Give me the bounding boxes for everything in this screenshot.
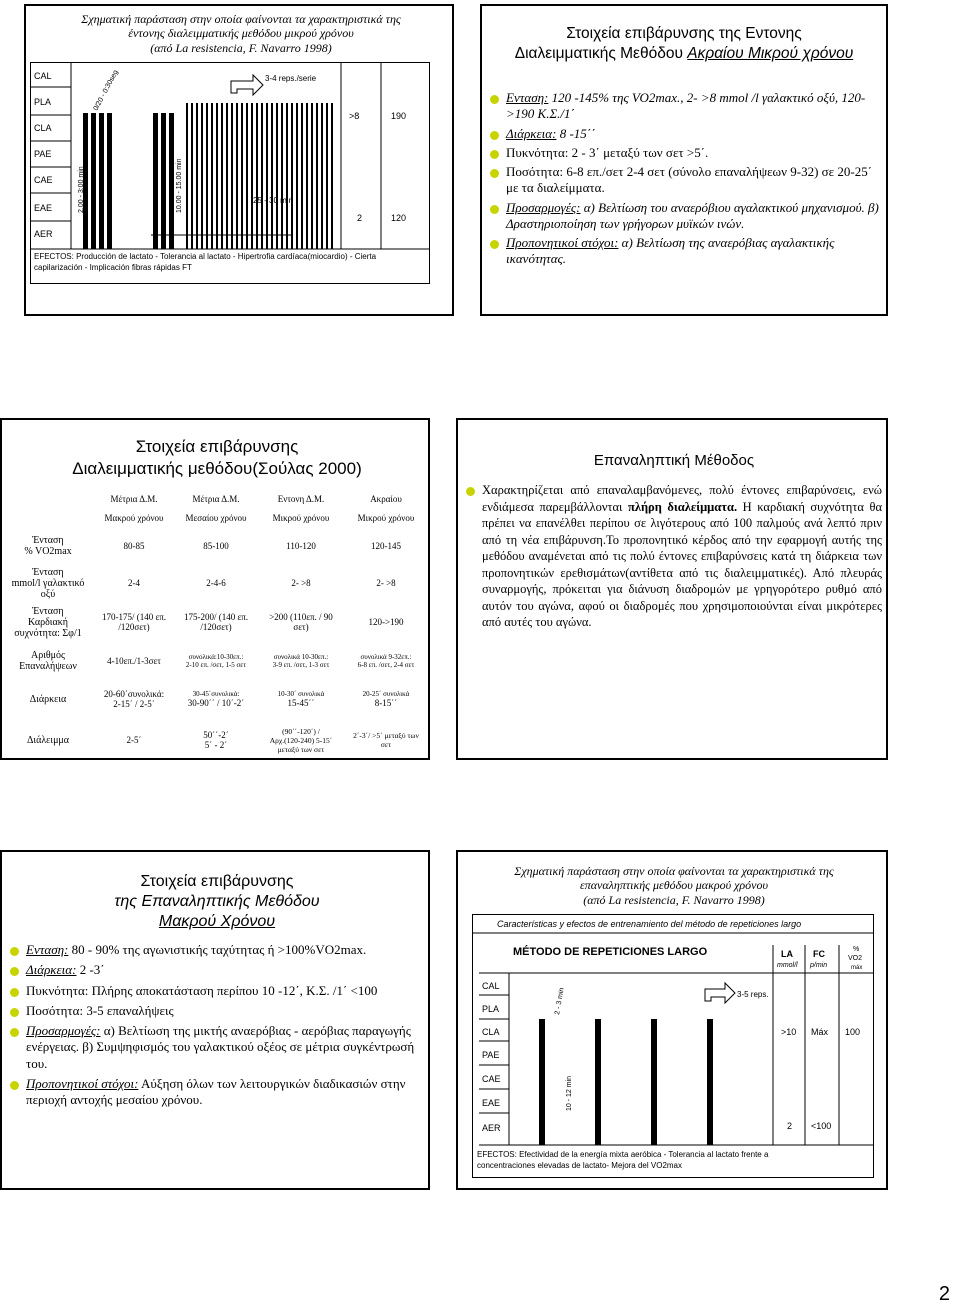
load-characteristics-list <box>10 942 424 1108</box>
slide-5 <box>0 850 430 1190</box>
page-number: 2 <box>938 1283 950 1305</box>
table-row: Ένταση Καρδιακή συχνότητα: Σφ/1 170-175/ (140 επ. /120σετ) 175-200/ (140 επ. /120σετ) >200 (110επ. / 90 σετ) 120->190 <box>14 605 404 639</box>
rest-label: 25 - 30 min <box>253 196 294 205</box>
col-b-top: 190 <box>391 111 407 121</box>
effects-line: EFECTOS: Efectividad de la energía mixta aeróbica - Tolerancia al lactato frente a <box>477 1150 769 1159</box>
row-label: PAE <box>482 1050 500 1060</box>
list-item: Προπονητικοί στόχοι: α) Βελτίωση της αναερόβιας αγαλακτικής ικανότητας. <box>490 235 882 268</box>
figure-header: Características y efectos de entrenamiento del método de repeticiones largo <box>497 919 802 929</box>
duration-label: 0/20 - 0:30seg <box>92 69 120 112</box>
vo2-top: 100 <box>845 1027 861 1037</box>
load-characteristics-list <box>490 90 882 268</box>
slide-4 <box>456 418 888 760</box>
fc-top: Máx <box>811 1027 829 1037</box>
table-row: Ένταση mmol/l γαλακτικό οξύ 2-4 2-4-6 2- >8 2- >8 <box>11 566 396 600</box>
list-item: Ενταση: 120 -145% της VO2max., 2- >8 mmol /l γαλακτικό οξύ, 120->190 Κ.Σ./1΄ <box>490 90 882 123</box>
slide-2 <box>480 4 888 316</box>
duration-label: 10 - 12 min <box>566 1075 573 1111</box>
col-label: VO2 <box>848 955 863 962</box>
col-label: FC <box>813 949 825 959</box>
slide-1 <box>24 4 454 316</box>
row-label: EAE <box>34 203 53 213</box>
list-item: Διάρκεια: 2 -3΄ <box>10 962 424 978</box>
list-item: Ποσότητα: 6-8 επ./σετ 2-4 σετ (σύνολο επαναλήψεων 9-32) σε 20-25΄ με τα διαλείμματα. <box>490 164 882 197</box>
row-label: CAL <box>482 981 500 991</box>
row-label: PLA <box>482 1004 500 1014</box>
table-row: Διάρκεια 20-60΄συνολικά: 2-15΄ / 2-5΄ 30-45΄συνολικά: 30-90΄΄ / 10΄-2΄ 10-30΄ συνολικά 15-45΄΄ 20-25΄ συνολικά 8-15΄΄ <box>29 689 410 709</box>
list-item: Χαρακτηρίζεται από επαναλαμβανόμενες, πολύ έντονες επιβαρύνσεις, ενώ ενδιάμεσα παρεμβάλλονται πλήρη διαλείμματα. Η καρδιακή συχνότητα θα πρέπει να επανέλθει περίπου σε λιγότερους από 100 παλμούς ανά λεπτό πριν από τη νέα επιβάρυνση.Το προπονητικό κέρδος από την εφαρμογή αυτής της μεθόδου αναμένεται από τις πολύ έντονες επιβαρύνσεις κατά τη διάρκεια των προπονητικών ερεθισμάτων(αντίθετα από τις διαλειμματικές). Από πλευράς συναρμογής, πρόκειται για διάνυση διαδρομών με γρηγορότερο ρυθμό από αυτόν του αγώνα, αφού οι διαδρομές που χρησιμοποιούνται είναι μικρότερες από αυτές του αγώνα. <box>466 482 882 631</box>
row-label: PLA <box>34 97 52 107</box>
row-label: CLA <box>482 1027 500 1037</box>
slide-title: Στοιχεία επιβάρυνσης της Επαναληπτικής Μεθόδου Μακρού Χρόνου <box>114 873 320 930</box>
figure-caption: Σχηματική παράσταση στην οποία φαίνονται τα χαρακτηριστικά της επαναληπτικής μεθόδου μακρού χρόνου (από La resistencia, F. Navarro 1998) <box>514 864 834 907</box>
interval-method-figure <box>30 62 430 284</box>
slide-6 <box>456 850 888 1190</box>
la-top: >10 <box>781 1027 797 1037</box>
slide-3 <box>0 418 430 760</box>
slide-title: Στοιχεία επιβάρυνσης της Εντονης Διαλειμματικής Μεθόδου Ακραίου Μικρού χρόνου <box>514 25 854 62</box>
col-label: máx <box>851 965 863 971</box>
arrow-icon <box>705 983 735 1003</box>
table-row: Αριθμός Επαναλήψεων 4-10επ./1-3σετ συνολικά:10-30επ.: 2-10 επ. /σετ, 1-5 σετ συνολικά 10-30επ.: 3-9 επ. /σετ, 1-3 σετ συνολικά 9-32επ.: 6-8 επ. /σετ, 2-4 σετ <box>19 650 415 672</box>
table-header-row: Μακρού χρόνου Μεσαίου χρόνου Μικρού χρόνου Μικρού χρόνου <box>104 513 415 523</box>
la-bot: 2 <box>787 1121 793 1131</box>
row-label: CLA <box>34 123 52 133</box>
method-description <box>466 482 882 631</box>
col-label: p/min <box>810 962 828 969</box>
duration-label: 10.00 - 15.00 min <box>176 158 183 213</box>
table-row: Διάλειμμα 2-5΄ 50΄΄-2΄ 5΄ - 2΄ (90΄΄-120΄) / Αρχ.(120-240) 5-15΄ μεταξύ των σετ 2΄-3΄/ >5΄ μεταξύ των σετ <box>26 726 419 754</box>
duration-label: 2 - 3 min <box>554 987 566 1016</box>
list-item: Προπονητικοί στόχοι: Αύξηση όλων των λειτουργικών διαδικασιών στην περιοχή αντοχής μεσαίου χρόνου. <box>10 1076 424 1109</box>
figure-title: MÉTODO DE REPETICIONES LARGO <box>513 946 708 958</box>
repetition-method-figure <box>472 914 874 1178</box>
table-row: Ένταση % VO2max 80-85 85-100 110-120 120-145 <box>24 535 401 557</box>
reps-label: 3-5 reps. <box>737 990 769 999</box>
list-item: Πυκνότητα: Πλήρης αποκατάσταση περίπου 10 -12΄, Κ.Σ. /1΄ <100 <box>10 983 424 999</box>
row-label: PAE <box>34 149 52 159</box>
effects-line: concentraciones elevadas de lactato- Mejora del VO2max <box>477 1161 682 1170</box>
load-parameters-table <box>2 490 428 760</box>
list-item: Ενταση: 80 - 90% της αγωνιστικής ταχύτητας ή >100%VO2max. <box>10 942 424 958</box>
list-item: Προσαρμογές: α) Βελτίωση του αναερόβιου αγαλακτικού μηχανισμού. β) Δραστηριοποίηση των γρήγορων μυϊκών ινών. <box>490 200 882 233</box>
figure-caption: Σχηματική παράσταση στην οποία φαίνονται τα χαρακτηριστικά της έντονης διαλειμματικής μεθόδου μικρού χρόνου (από La resistencia, F. Navarro 1998) <box>81 12 401 55</box>
table-header-row: Μέτρια Δ.Μ. Μέτρια Δ.Μ. Εντονη Δ.Μ. Ακραίου <box>110 494 402 504</box>
row-label: EAE <box>482 1098 501 1108</box>
row-label: CAE <box>482 1074 501 1084</box>
list-item: Προσαρμογές: α) Βελτίωση της μικτής αναερόβιας - αερόβιας παραγωγής ενέργειας. β) Συμψηφισμός του γαλακτικού οξέος σε μέτρια συγκέντρωσή του. <box>10 1023 424 1072</box>
col-a-bot: 2 <box>357 213 363 223</box>
list-item: Πυκνότητα: 2 - 3΄ μεταξύ των σετ >5΄. <box>490 145 882 161</box>
duration-label: 2.00 - 3:00 min <box>78 166 85 213</box>
arrow-icon <box>231 75 263 95</box>
list-item: Ποσότητα: 3-5 επαναλήψεις <box>10 1003 424 1019</box>
list-item: Διάρκεια: 8 -15΄΄ <box>490 126 882 142</box>
interval-method-diagram <box>31 63 429 283</box>
reps-label: 3-4 reps./serie <box>265 74 317 83</box>
row-label: AER <box>34 229 53 239</box>
repetition-method-diagram <box>473 915 873 1177</box>
row-label: CAL <box>34 71 52 81</box>
fc-bot: <100 <box>811 1121 832 1131</box>
slide-title: Επαναληπτική Μέθοδος <box>593 452 755 469</box>
row-label: AER <box>482 1123 501 1133</box>
col-label: LA <box>781 949 793 959</box>
col-a-top: >8 <box>349 111 360 121</box>
slide-title: Στοιχεία επιβάρυνσης Διαλειμματικής μεθόδου(Σούλας 2000) <box>72 437 362 478</box>
effects-line: EFECTOS: Producción de lactato - Tolerancia al lactato - Hipertrofia cardíaca(miocardio) - Cierta <box>34 252 377 261</box>
col-label: mmol/l <box>777 962 798 969</box>
row-label: CAE <box>34 175 53 185</box>
col-b-bot: 120 <box>391 213 407 223</box>
effects-line: capilarización - Implicación fibras rápidas FT <box>34 263 192 272</box>
col-label: % <box>853 946 860 953</box>
